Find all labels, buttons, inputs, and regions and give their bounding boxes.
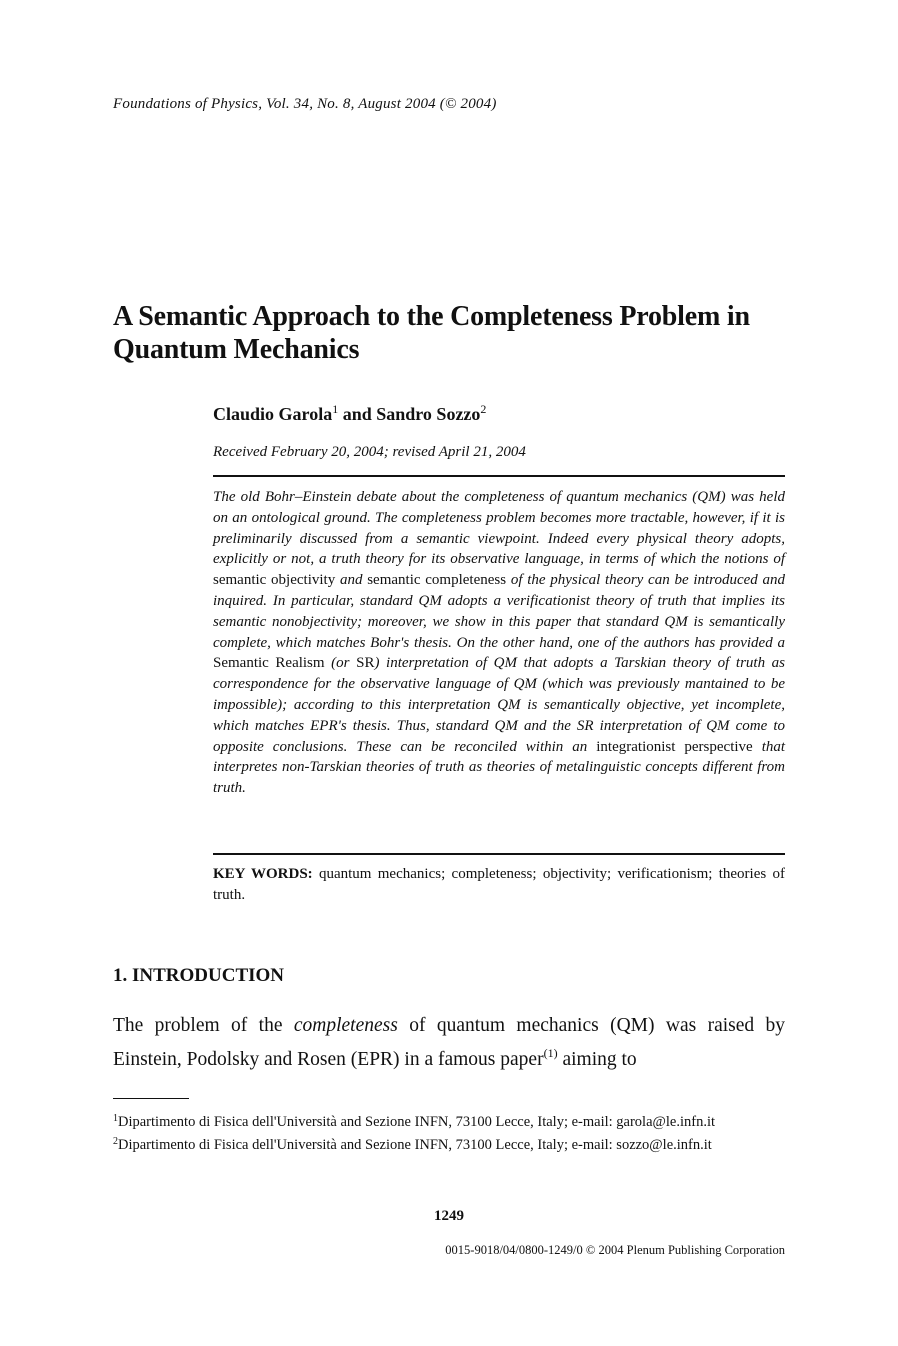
- citation-ref: (1): [543, 1045, 558, 1060]
- keywords: [213, 864, 785, 906]
- author-name: Sandro Sozzo: [376, 404, 481, 424]
- abstract-text: ) interpretation of QM that adopts a Tarskian theory of truth as correspondence for the observative language of QM (which was previously mantained to be impossible); according to this interpretation QM is semantically objective, yet incomplete, which matches EPR's thesis. Thus, standard QM and the SR interpretation of QM come to opposite conclusions. These can be reconciled within an: [213, 655, 786, 755]
- author-line: [213, 402, 486, 425]
- abstract-text: The old Bohr–Einstein debate about the completeness of quantum mechanics (QM) was held on an ontological ground. The completeness problem becomes more tractable, however, if it is preliminarily discussed from a semantic viewpoint. Indeed every physical theory adopts, explicitly or not, a truth theory for its observative language, in terms of which the notions of: [213, 489, 785, 568]
- footnote: [113, 1132, 785, 1155]
- abstract-term: integrationist perspective: [596, 738, 753, 755]
- abstract-term: semantic completeness: [367, 572, 507, 589]
- abstract-text: and: [339, 572, 363, 589]
- abstract-text: of the physical theory can be introduced and inquired. In particular, standard QM adopts a verificationist theory of truth that implies its semantic nonobjectivity; moreover, we show in this paper that standard QM is semantically complete, which matches Bohr's thesis. On the other hand, one of the authors has provided a: [213, 572, 786, 651]
- footnote-marker: 2: [480, 402, 487, 416]
- journal-citation: Foundations of Physics, Vol. 34, No. 8, August 2004 (© 2004): [113, 96, 497, 112]
- intro-text: The problem of the: [113, 1015, 283, 1036]
- footnote-text: Dipartimento di Fisica dell'Università and Sezione INFN, 73100 Lecce, Italy; e-mail: garola@le.infn.it: [118, 1114, 716, 1130]
- abstract-text: (or: [331, 655, 350, 672]
- footnote-mark: 2: [113, 1136, 118, 1147]
- keywords-label: KEY WORDS:: [213, 866, 313, 882]
- abstract-bottom-rule: [213, 853, 785, 855]
- footnote-marker: 1: [332, 402, 339, 416]
- abstract-text: that interpretes non-Tarskian theories of truth as theories of metalinguistic concepts different from truth.: [213, 738, 786, 797]
- footnote-rule: [113, 1098, 189, 1099]
- abstract-term: Semantic Realism: [213, 655, 325, 672]
- paper-title: A Semantic Approach to the Completeness Problem in Quantum Mechanics: [113, 301, 750, 365]
- footnote: [113, 1109, 785, 1132]
- abstract-term: semantic objectivity: [213, 572, 336, 589]
- keywords-text: quantum mechanics; completeness; objectivity; verificationism; theories of truth.: [213, 866, 785, 903]
- abstract: [213, 487, 785, 799]
- intro-emphasis: completeness: [293, 1015, 398, 1036]
- intro-text: aiming to: [562, 1048, 637, 1070]
- intro-text: of quantum mechanics (QM) was raised by Einstein, Podolsky and Rosen (EPR) in a famous paper: [113, 1015, 786, 1070]
- page-number: 1249: [434, 1208, 464, 1224]
- copyright-line: 0015-9018/04/0800-1249/0 © 2004 Plenum Publishing Corporation: [445, 1243, 785, 1257]
- author-conjunction: and: [342, 404, 372, 424]
- section-heading: 1. INTRODUCTION: [113, 965, 285, 986]
- author-name: Claudio Garola: [213, 404, 333, 424]
- footnote-text: Dipartimento di Fisica dell'Università and Sezione INFN, 73100 Lecce, Italy; e-mail: sozzo@le.infn.it: [118, 1137, 712, 1153]
- abstract-top-rule: [213, 475, 785, 477]
- footnote-mark: 1: [113, 1113, 118, 1124]
- abstract-term: SR: [356, 655, 375, 672]
- received-dates: Received February 20, 2004; revised April 21, 2004: [213, 444, 526, 460]
- footnotes: [113, 1109, 785, 1155]
- intro-paragraph: [113, 1013, 785, 1073]
